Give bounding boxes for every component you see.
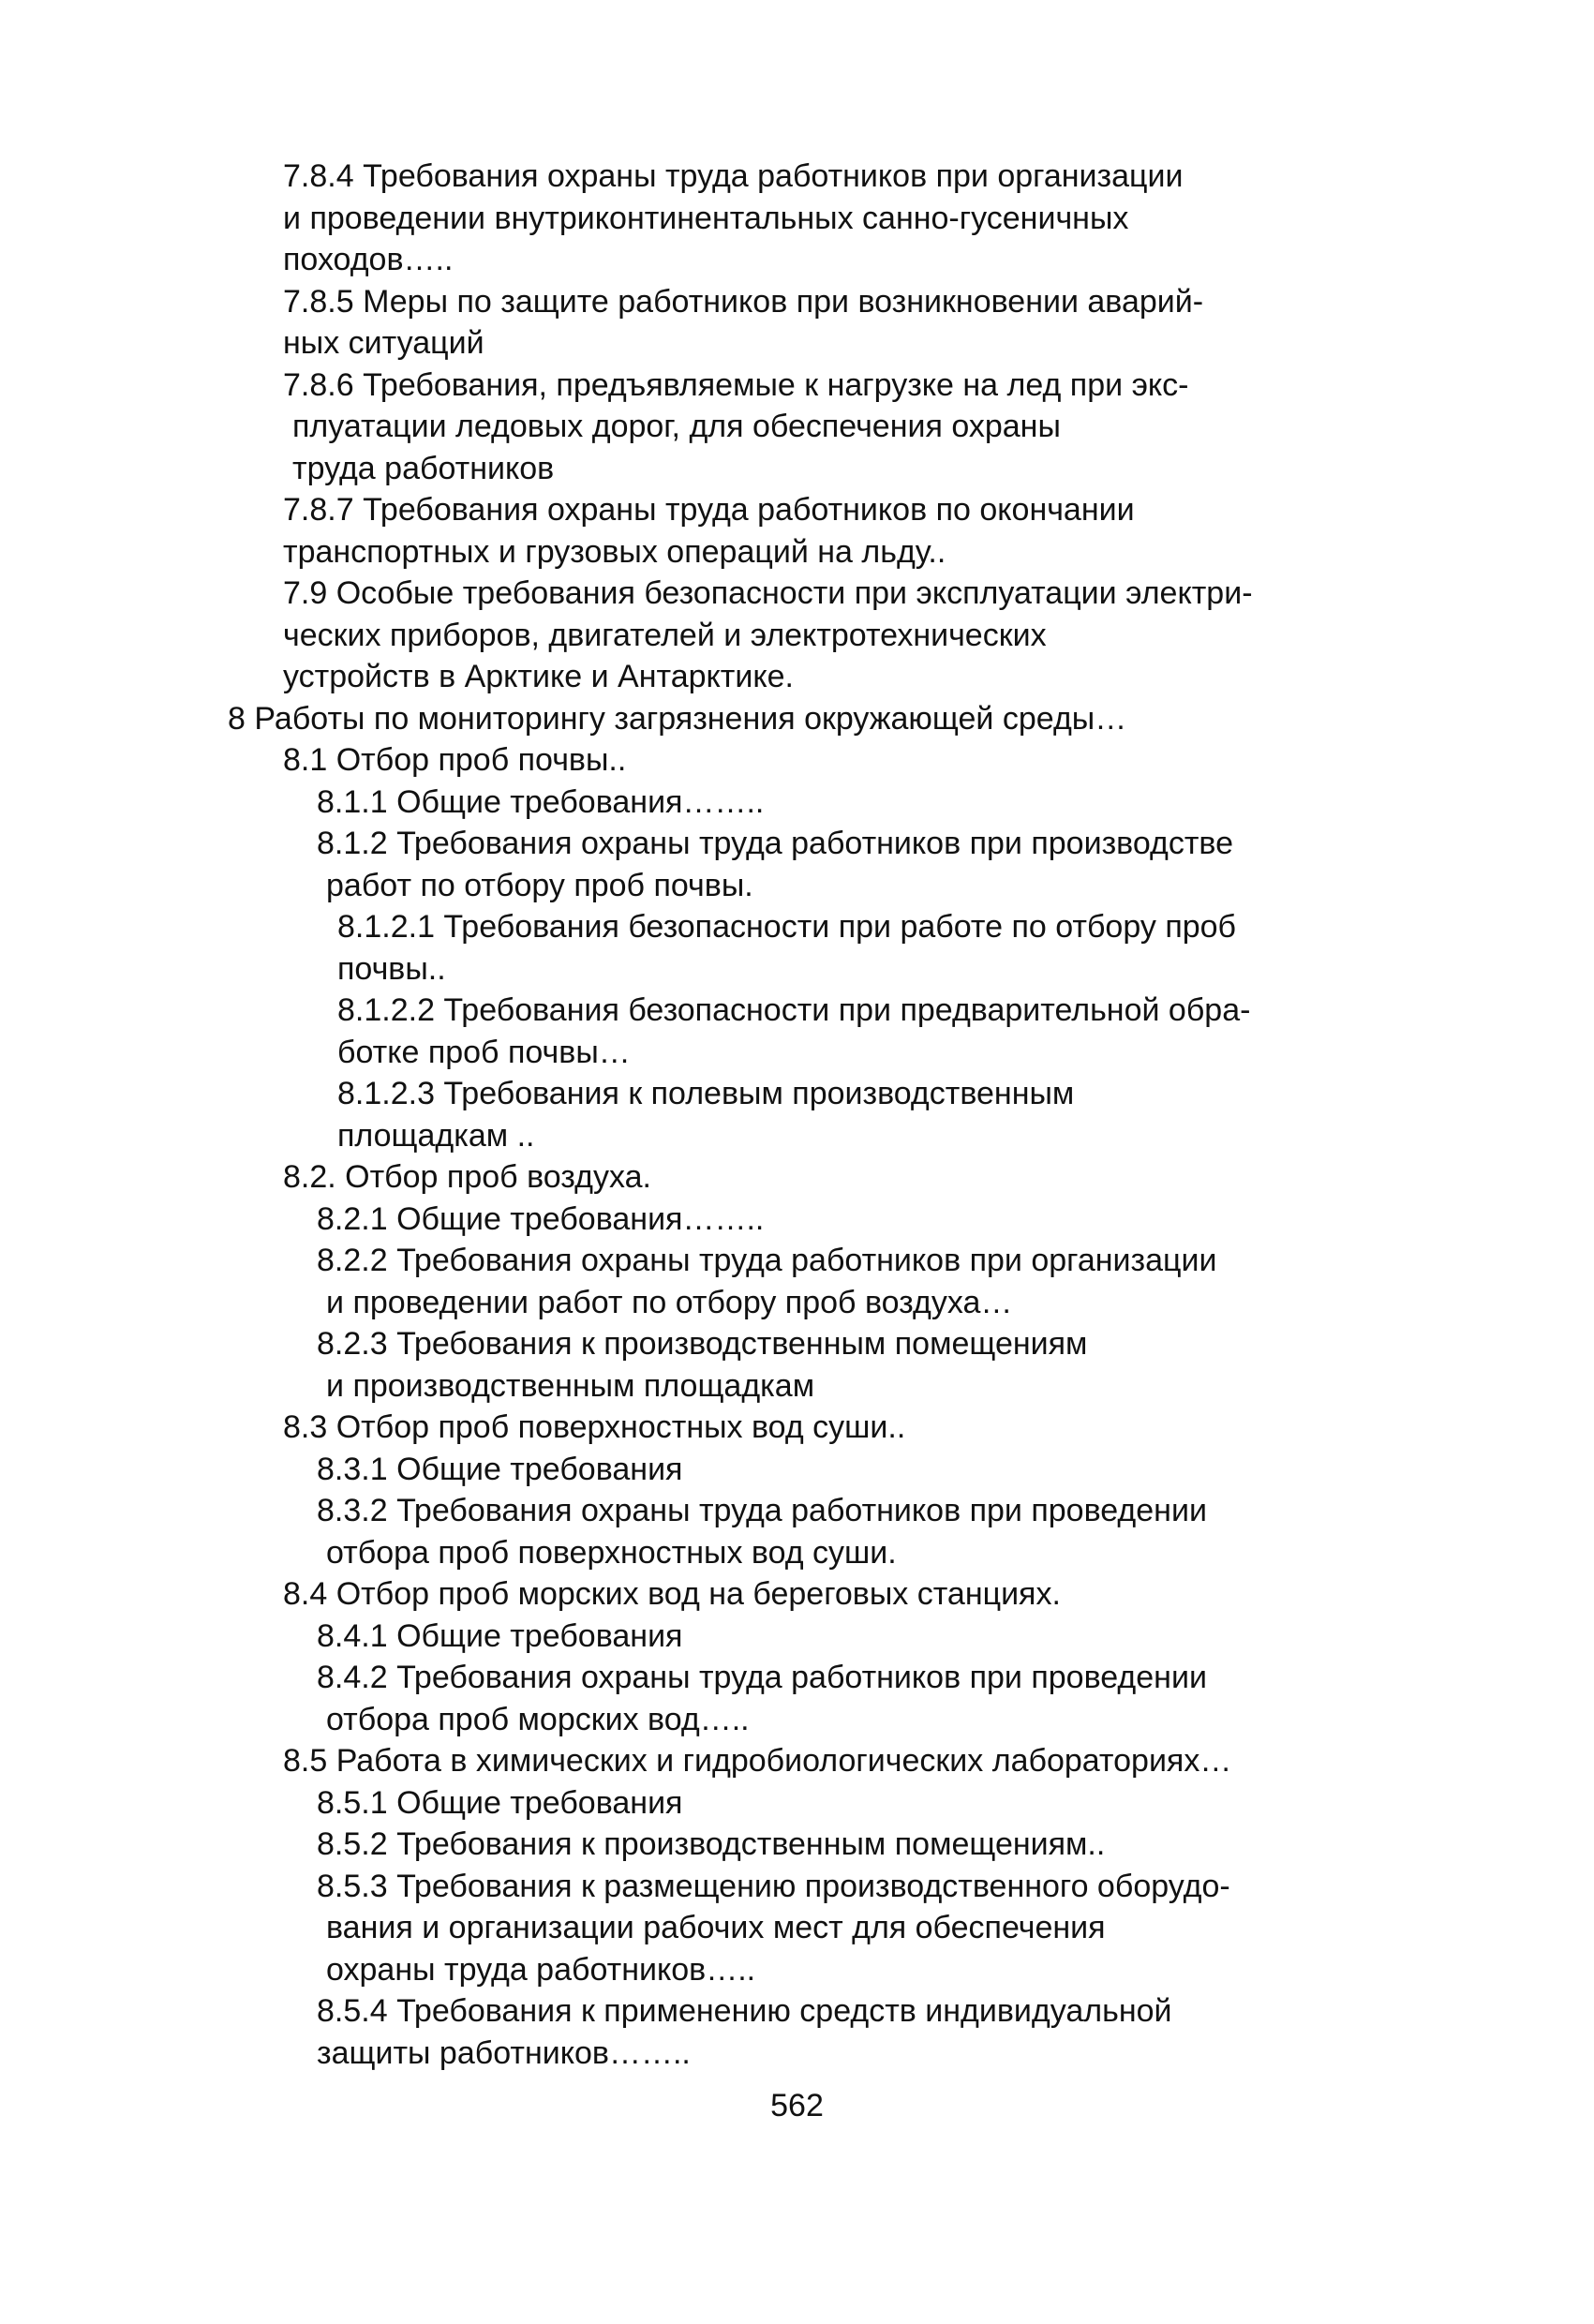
toc-entry-8-2-1	[0, 1199, 1594, 1241]
toc-line: 8.5.4 Требования к применению средств индивидуальной	[317, 1993, 1172, 2029]
toc-line: 8.1.1 Общие требования……..	[317, 783, 765, 820]
table-of-contents	[0, 156, 1594, 2074]
toc-line: 8.5.3 Требования к размещению производственного оборудо-	[317, 1868, 1230, 1904]
toc-line: 8.1.2.2 Требования безопасности при предварительной обра-	[337, 992, 1251, 1028]
toc-line: работ по отбору проб почвы.	[326, 867, 753, 903]
toc-line: отбора проб поверхностных вод суши.	[326, 1534, 897, 1571]
toc-entry-8-1	[0, 739, 1594, 782]
toc-entry-7-8-6	[0, 365, 1594, 490]
toc-line: вания и организации рабочих мест для обеспечения	[326, 1910, 1106, 1945]
toc-line: защиты работников……..	[317, 2034, 691, 2071]
toc-line: 8.3.2 Требования охраны труда работников при проведении	[317, 1493, 1207, 1528]
toc-line: 7.8.6 Требования, предъявляемые к нагрузке на лед при экс-	[283, 366, 1189, 403]
toc-entry-8-3	[0, 1407, 1594, 1449]
toc-entry-8-1-2-3	[0, 1073, 1594, 1156]
toc-entry-8-4-1	[0, 1616, 1594, 1658]
toc-line: труда работников	[292, 450, 555, 486]
toc-entry-8-2-3	[0, 1323, 1594, 1407]
toc-line: ческих приборов, двигателей и электротехнических	[283, 617, 1047, 653]
toc-line: транспортных и грузовых операций на льду..	[283, 533, 946, 570]
toc-line: отбора проб морских вод…..	[326, 1701, 750, 1737]
toc-line: 8 Работы по мониторингу загрязнения окружающей среды…	[228, 700, 1127, 737]
toc-entry-8	[0, 698, 1594, 740]
toc-line: и проведении работ по отбору проб воздуха…	[326, 1284, 1013, 1320]
toc-line: 8.2.2 Требования охраны труда работников при организации	[317, 1243, 1217, 1278]
toc-line: 8.2. Отбор проб воздуха.	[283, 1159, 651, 1195]
toc-entry-8-5	[0, 1740, 1594, 1782]
toc-entry-8-1-1	[0, 782, 1594, 824]
toc-line: 8.2.3 Требования к производственным помещениям	[317, 1326, 1088, 1362]
toc-entry-7-8-7	[0, 489, 1594, 573]
toc-line: 7.8.5 Меры по защите работников при возникновении аварий-	[283, 283, 1204, 320]
toc-entry-8-5-1	[0, 1782, 1594, 1825]
toc-entry-8-3-2	[0, 1490, 1594, 1573]
toc-line: охраны труда работников…..	[326, 1951, 756, 1988]
toc-entry-8-1-2-2	[0, 990, 1594, 1073]
toc-entry-8-3-1	[0, 1449, 1594, 1491]
toc-line: плуатации ледовых дорог, для обеспечения охраны	[292, 409, 1061, 444]
toc-line: 8.1.2 Требования охраны труда работников при производстве	[317, 826, 1234, 861]
toc-line: 8.5 Работа в химических и гидробиологических лабораториях…	[283, 1743, 1232, 1779]
toc-line: 7.9 Особые требования безопасности при эксплуатации электри-	[283, 575, 1253, 611]
toc-line: 8.2.1 Общие требования……..	[317, 1200, 765, 1237]
toc-entry-8-2	[0, 1156, 1594, 1199]
toc-entry-8-5-4	[0, 1990, 1594, 2074]
toc-line: почвы..	[337, 950, 446, 987]
toc-entry-8-5-2	[0, 1824, 1594, 1866]
toc-line: 8.1.2.3 Требования к полевым производственным	[337, 1076, 1075, 1111]
toc-line: 8.1.2.1 Требования безопасности при работе по отбору проб	[337, 909, 1237, 945]
toc-entry-8-1-2	[0, 823, 1594, 906]
toc-line: 8.4 Отбор проб морских вод на береговых станциях.	[283, 1576, 1061, 1612]
toc-entry-7-8-4	[0, 156, 1594, 281]
toc-entry-8-5-3	[0, 1866, 1594, 1991]
toc-line: 8.4.2 Требования охраны труда работников при проведении	[317, 1660, 1207, 1695]
toc-entry-7-8-5	[0, 281, 1594, 365]
toc-line: походов…..	[283, 242, 454, 277]
toc-line: ных ситуаций	[283, 325, 484, 361]
toc-line: 8.3 Отбор проб поверхностных вод суши..	[283, 1409, 906, 1445]
toc-line: площадкам ..	[337, 1117, 535, 1154]
toc-line: ботке проб почвы…	[337, 1034, 631, 1070]
toc-line: 8.3.1 Общие требования	[317, 1451, 683, 1487]
toc-line: 7.8.4 Требования охраны труда работников при организации	[283, 158, 1184, 194]
toc-line: 8.5.2 Требования к производственным помещениям..	[317, 1826, 1106, 1862]
page-number: 562	[770, 2088, 824, 2123]
toc-line: 8.4.1 Общие требования	[317, 1617, 683, 1654]
toc-line: 8.1 Отбор проб почвы..	[283, 742, 627, 778]
toc-entry-8-4	[0, 1573, 1594, 1616]
toc-line: 8.5.1 Общие требования	[317, 1784, 683, 1821]
toc-line: 7.8.7 Требования охраны труда работников по окончании	[283, 492, 1135, 528]
toc-entry-8-1-2-1	[0, 906, 1594, 990]
toc-entry-8-2-2	[0, 1240, 1594, 1323]
toc-entry-7-9	[0, 573, 1594, 698]
toc-entry-8-4-2	[0, 1657, 1594, 1740]
toc-line: и проведении внутриконтинентальных санно-гусеничных	[283, 200, 1129, 236]
toc-line: устройств в Арктике и Антарктике.	[283, 659, 794, 694]
toc-line: и производственным площадкам	[326, 1367, 815, 1404]
